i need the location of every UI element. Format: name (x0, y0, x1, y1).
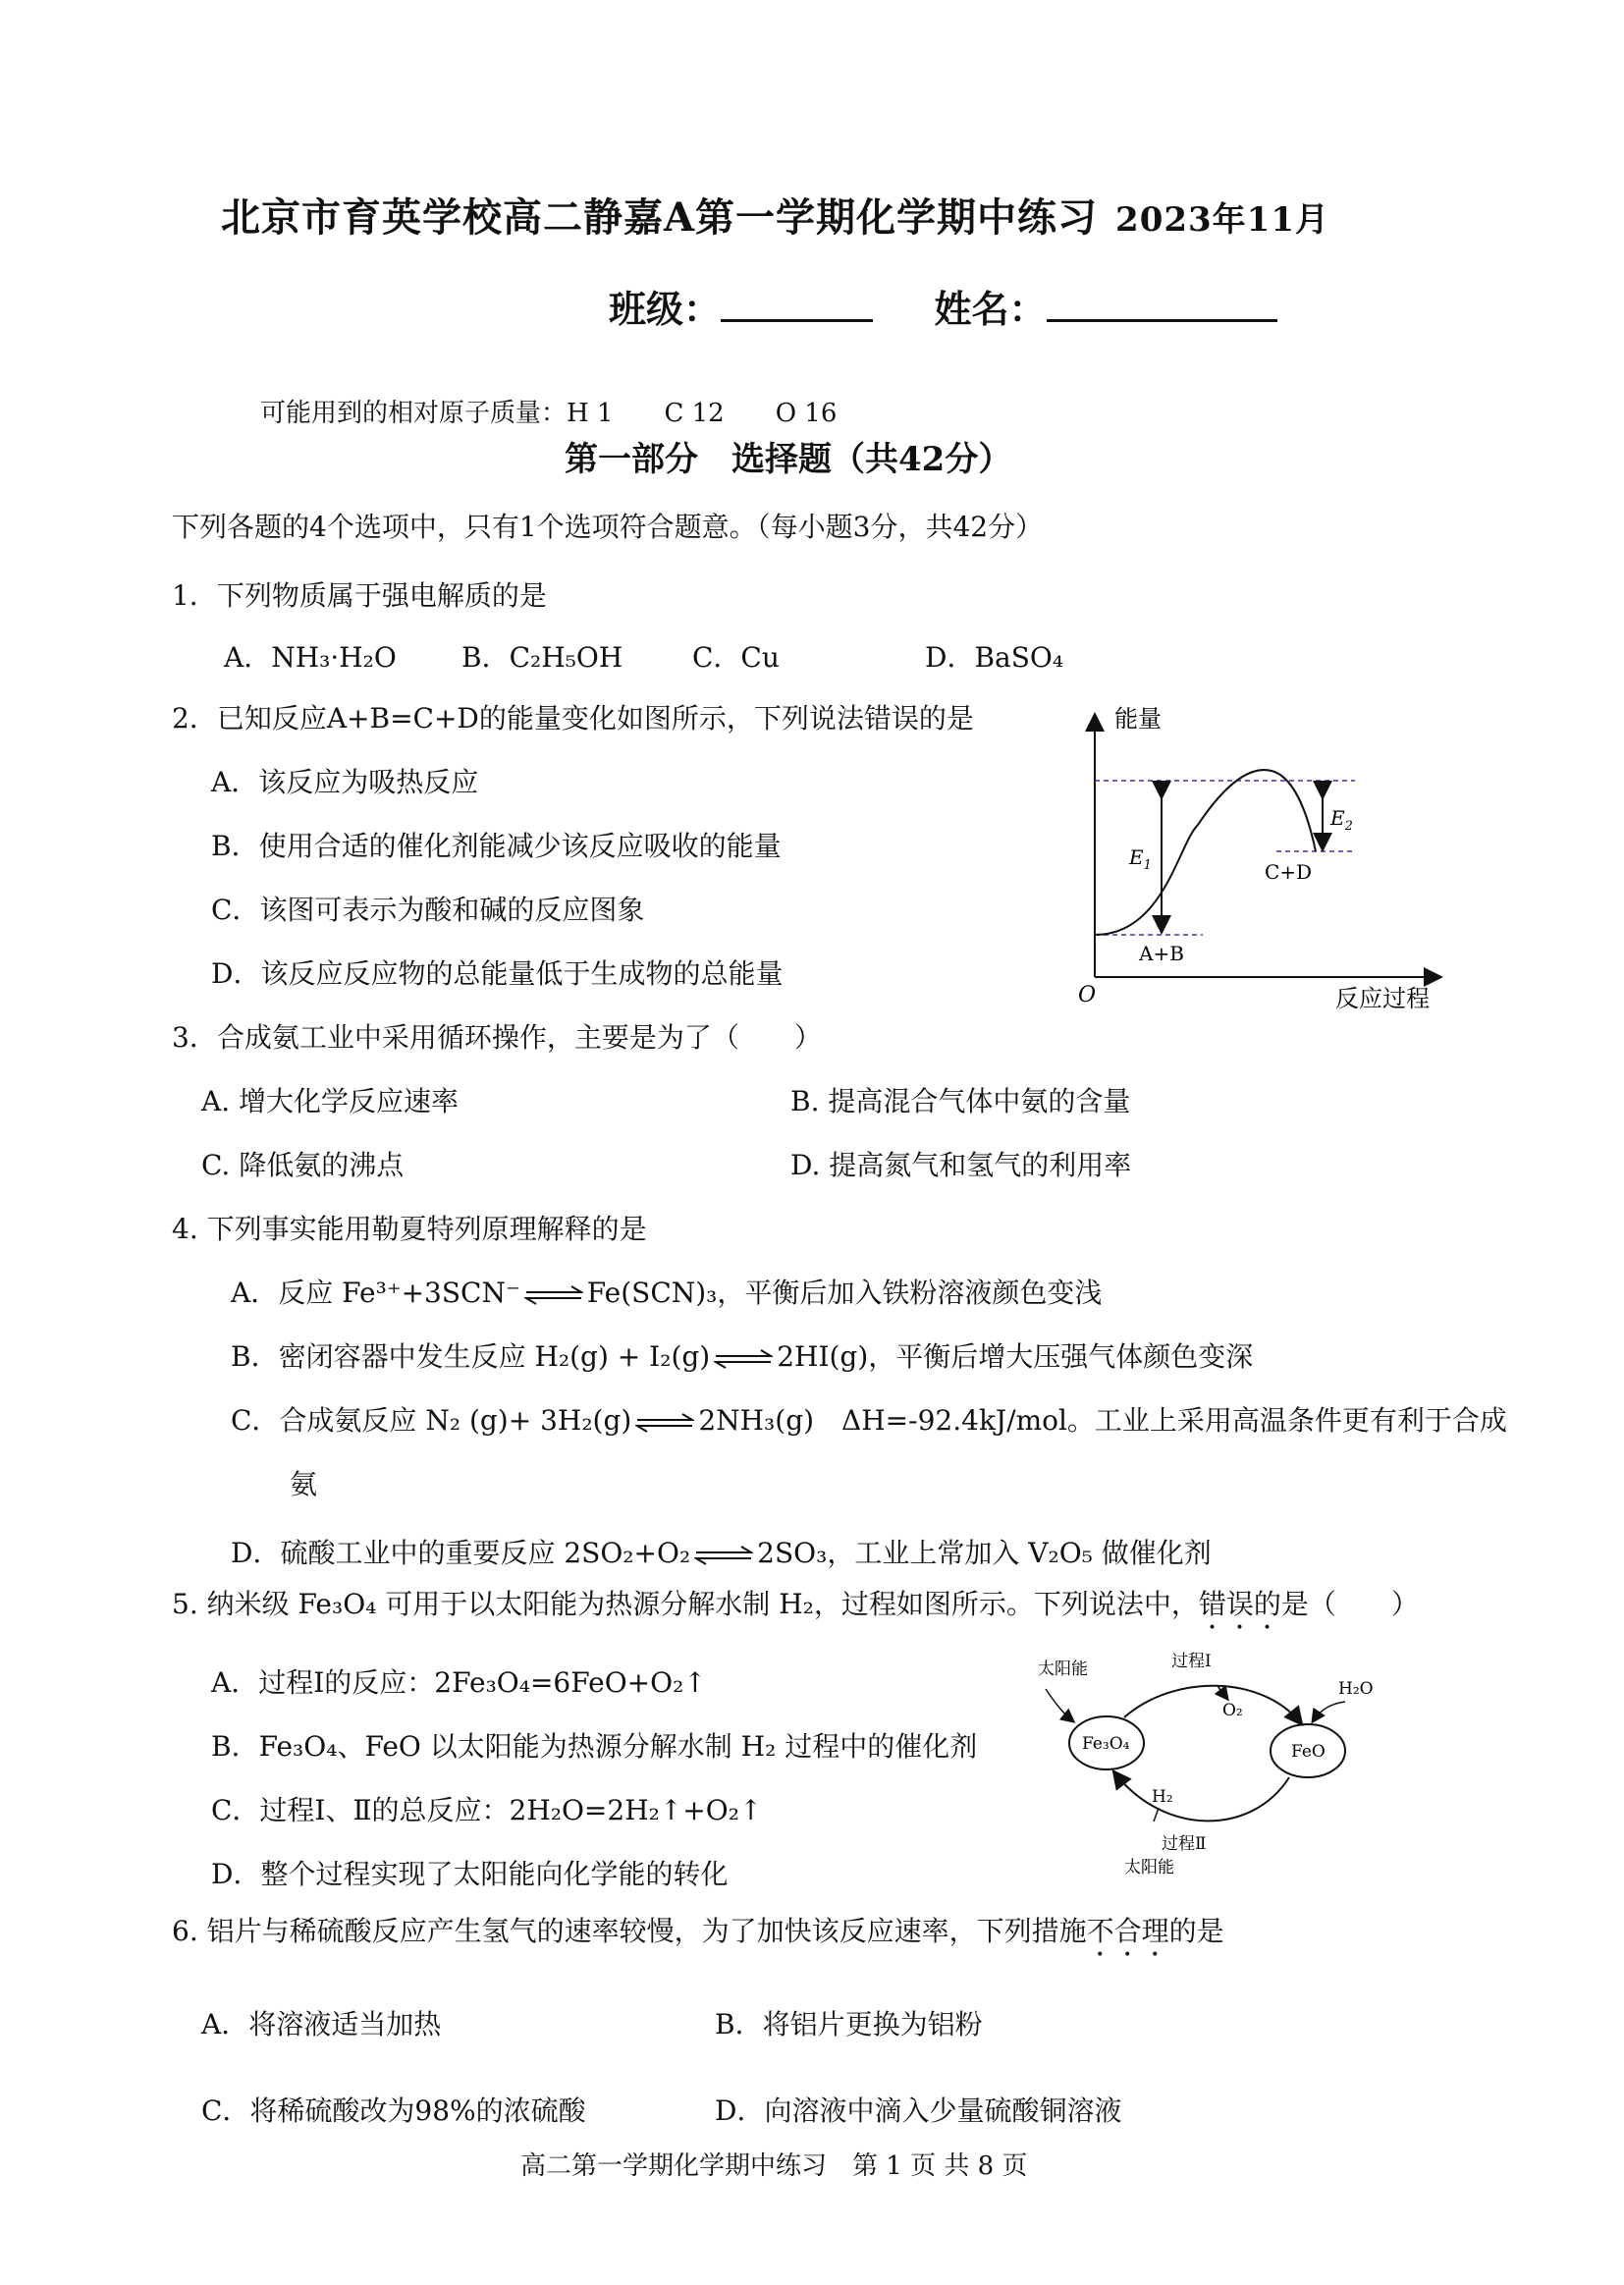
e2-label: $E_2$ (1330, 806, 1353, 834)
h2-label: H₂ (1152, 1787, 1173, 1807)
q5-option-d: D．整个过程实现了太阳能向化学能的转化 (211, 1858, 729, 1890)
q4-option-b: B．密闭容器中发生反应 H₂(g) + I₂(g) 2HI(g)，平衡后增大压强气体颜色变深 (231, 1340, 1254, 1373)
class-label: 班级： (609, 287, 722, 331)
q5-stem: 5. 纳米级 Fe₃O₄ 可用于以太阳能为热源分解水制 H₂，过程如图所示。下列说法中，错误的是（ ） (172, 1588, 1419, 1620)
exam-title (221, 187, 1329, 243)
atomic-mass-note: 可能用到的相对原子质量：H 1 C 12 O 16 (260, 399, 838, 428)
q1-option-c: C．Cu (692, 641, 780, 674)
q6-option-c: C．将稀硫酸改为98%的浓硫酸 (201, 2095, 586, 2127)
fe3o4-label: Fe₃O₄ (1082, 1734, 1130, 1754)
q5-option-c: C．过程Ⅰ、Ⅱ的总反应：2H₂O=2H₂↑+O₂↑ (211, 1794, 763, 1826)
q2-option-b: B．使用合适的催化剂能减少该反应吸收的能量 (211, 830, 782, 862)
h2-release-line (1154, 1808, 1159, 1822)
q2-stem: 2．已知反应A+B=C+D的能量变化如图所示，下列说法错误的是 (172, 702, 974, 734)
o2-label: O₂ (1222, 1701, 1243, 1720)
process1-arrow (1124, 1686, 1301, 1723)
q3-stem: 3．合成氨工业中采用循环操作，主要是为了（ ） (172, 1021, 822, 1054)
sun-label-top: 太阳能 (1038, 1659, 1088, 1679)
o2-release-arrow (1218, 1686, 1227, 1699)
q2-option-c: C．该图可表示为酸和碱的反应图象 (211, 894, 645, 926)
energy-curve (1095, 770, 1316, 935)
q6-option-d: D．向溶液中滴入少量硫酸铜溶液 (715, 2095, 1122, 2127)
equilibrium-arrow-icon (524, 1285, 583, 1305)
q3-option-a: A. 增大化学反应速率 (201, 1085, 460, 1117)
class-name-line (609, 279, 1277, 333)
exam-date: 2023年11月 (1115, 200, 1329, 240)
equilibrium-arrow-icon (714, 1349, 773, 1369)
equilibrium-arrow-icon (694, 1546, 753, 1565)
h2o-label: H₂O (1338, 1679, 1374, 1699)
energy-diagram (1070, 697, 1443, 1021)
reactants-label: A+B (1139, 942, 1184, 965)
emphasis-text: 不合理 (1086, 1915, 1169, 1947)
instructions: 下列各题的4个选项中，只有1个选项符合题意。（每小题3分，共42分） (172, 511, 1044, 543)
title-text: 北京市育英学校高二静嘉A第一学期化学期中练习 (221, 194, 1099, 241)
q5-option-b: B．Fe₃O₄、FeO 以太阳能为热源分解水制 H₂ 过程中的催化剂 (211, 1730, 978, 1763)
q5-option-a: A．过程Ⅰ的反应：2Fe₃O₄=6FeO+O₂↑ (211, 1666, 707, 1699)
q4-option-a: A．反应 Fe³⁺+3SCN⁻ Fe(SCN)₃，平衡后加入铁粉溶液颜色变浅 (231, 1277, 1103, 1309)
q1-stem: 1．下列物质属于强电解质的是 (172, 579, 547, 612)
process1-label: 过程Ⅰ (1171, 1652, 1212, 1671)
sun-label-bottom: 太阳能 (1124, 1858, 1174, 1877)
emphasis-text: 错误的 (1198, 1588, 1281, 1620)
q4-option-c-cont: 氨 (290, 1468, 318, 1500)
q3-option-c: C. 降低氨的沸点 (201, 1149, 405, 1181)
class-blank (721, 286, 873, 322)
q1-option-b: B．C₂H₅OH (461, 641, 623, 674)
q3-option-b: B. 提高混合气体中氨的含量 (790, 1085, 1131, 1117)
e1-label: $E_1$ (1129, 845, 1152, 873)
q6-stem: 6. 铝片与稀硫酸反应产生氢气的速率较慢，为了加快该反应速率，下列措施不合理的是 (172, 1915, 1224, 1947)
q3-option-d: D. 提高氮气和氢气的利用率 (790, 1149, 1132, 1181)
products-label: C+D (1265, 860, 1313, 884)
process2-arrow (1114, 1772, 1289, 1821)
q6-option-b: B．将铝片更换为铝粉 (715, 2008, 983, 2040)
q1-option-d: D．BaSO₄ (925, 641, 1064, 674)
q4-option-c: C．合成氨反应 N₂ (g)+ 3H₂(g) 2NH₃(g) ΔH=-92.4kJ/mol。工业上采用高温条件更有利于合成 (231, 1404, 1507, 1437)
q6-option-a: A．将溶液适当加热 (201, 2008, 442, 2040)
energy-axis-label: 能量 (1114, 705, 1162, 733)
cycle-diagram (1026, 1645, 1399, 1885)
process2-label: 过程Ⅱ (1162, 1834, 1207, 1854)
q4-stem: 4. 下列事实能用勒夏特列原理解释的是 (172, 1213, 647, 1245)
equilibrium-arrow-icon (635, 1413, 694, 1433)
feo-label: FeO (1291, 1742, 1326, 1762)
page-footer: 高二第一学期化学期中练习 第 1 页 共 8 页 (520, 2151, 1028, 2181)
section-title: 第一部分 选择题（共42分） (565, 440, 1012, 479)
q2-option-a: A．该反应为吸热反应 (211, 766, 479, 798)
name-blank (1047, 286, 1277, 322)
q4-option-d: D．硫酸工业中的重要反应 2SO₂+O₂ 2SO₃，工业上常加入 V₂O₅ 做催化剂 (231, 1537, 1212, 1569)
h2o-input-arrow (1313, 1702, 1345, 1721)
origin-label: O (1078, 983, 1097, 1007)
name-label: 姓名： (934, 287, 1047, 331)
process-axis-label: 反应过程 (1335, 985, 1430, 1012)
q1-option-a: A．NH₃·H₂O (224, 641, 397, 674)
sun-input-arrow (1046, 1689, 1073, 1721)
q2-option-d: D．该反应反应物的总能量低于生成物的总能量 (211, 957, 784, 990)
